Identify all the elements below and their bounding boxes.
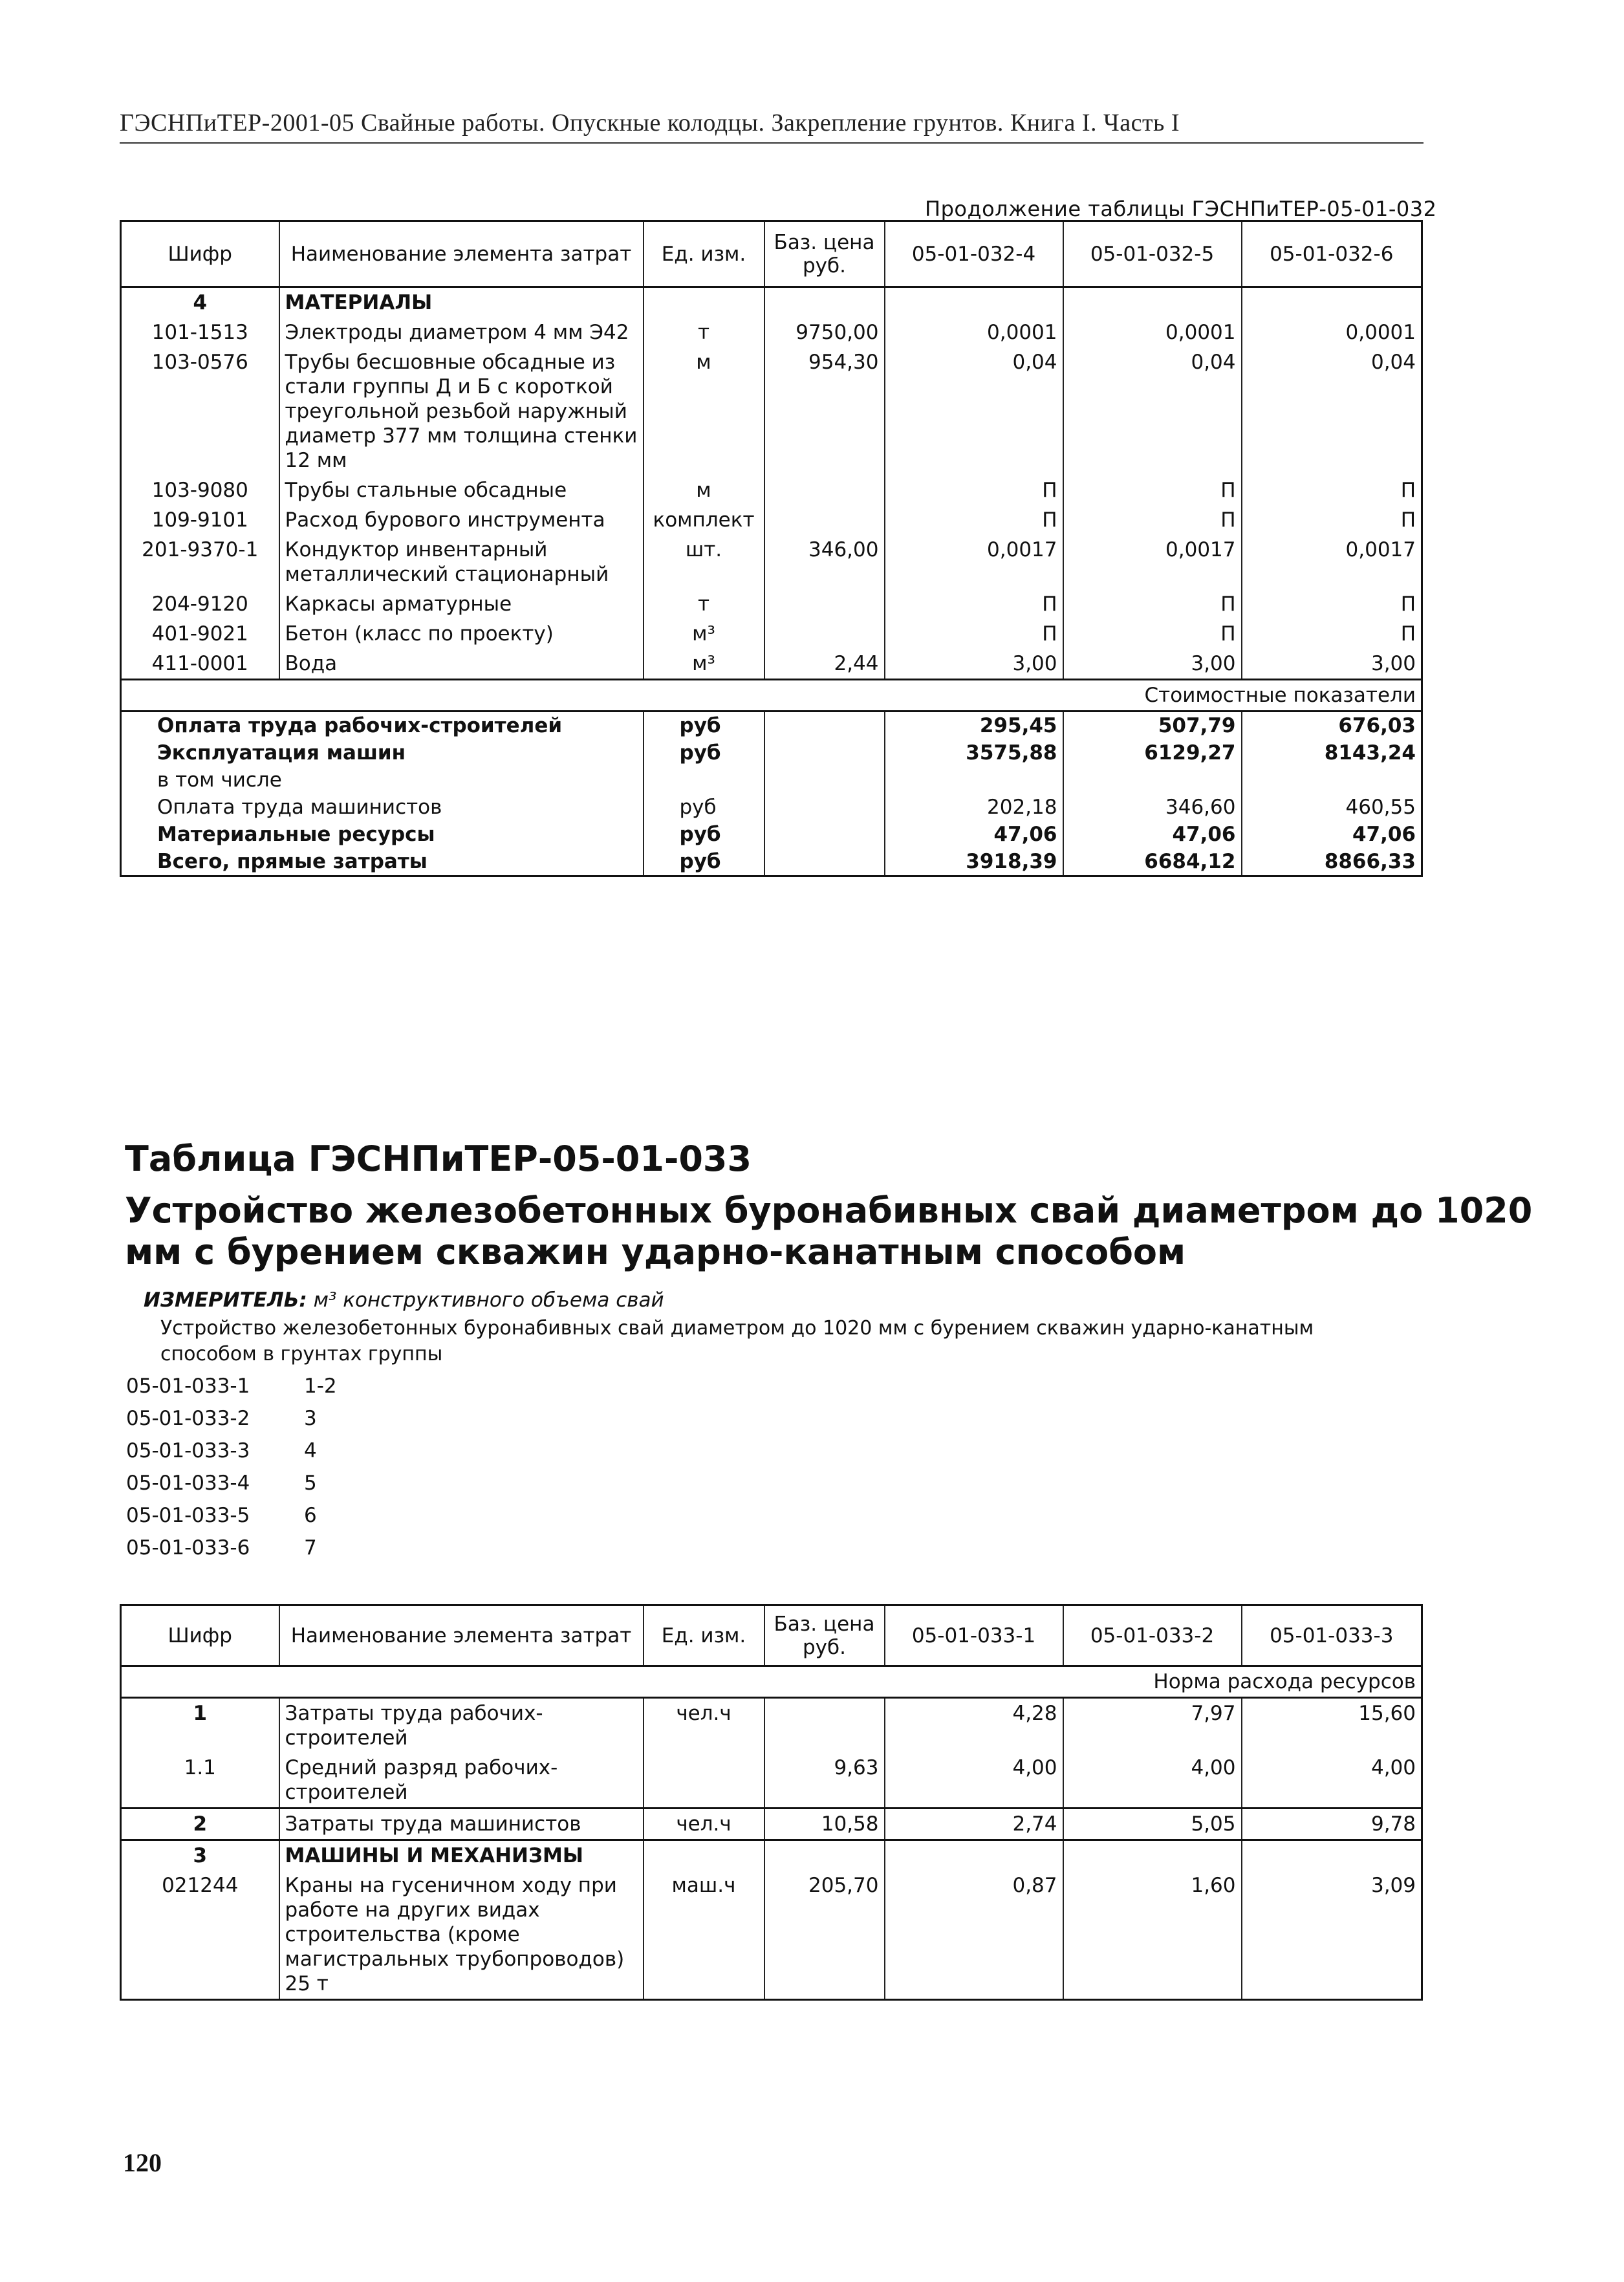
row-price: 954,30 <box>764 347 885 475</box>
row-value-2: П <box>1063 589 1242 619</box>
row-unit: т <box>644 318 764 347</box>
col-header-2: 05-01-032-5 <box>1063 221 1242 287</box>
row-value-3: П <box>1242 589 1422 619</box>
header-rule <box>120 142 1424 144</box>
cost-row <box>121 712 1422 740</box>
norm-label: Норма расхода ресурсов <box>121 1666 1422 1698</box>
row-price <box>764 505 885 535</box>
section-name: МАШИНЫ И МЕХАНИЗМЫ <box>279 1840 644 1871</box>
row-name: Бетон (класс по проекту) <box>279 619 644 649</box>
col-header-name: Наименование элемента затрат <box>279 221 644 287</box>
cost-value-2: 6129,27 <box>1063 739 1242 766</box>
measure-label: ИЗМЕРИТЕЛЬ: <box>144 1288 307 1312</box>
list-item <box>126 1467 337 1499</box>
row-code: 1.1 <box>121 1753 279 1809</box>
row-code: 204-9120 <box>151 592 248 616</box>
table-header-row <box>121 1605 1422 1666</box>
col-header-1: 05-01-032-4 <box>885 221 1063 287</box>
table-subtitle <box>125 1190 1532 1273</box>
soil-group: 3 <box>304 1407 317 1430</box>
col-header-code: Шифр <box>121 221 279 287</box>
row-value-3: П <box>1242 505 1422 535</box>
row-value-3: 0,0001 <box>1242 318 1422 347</box>
table-row <box>121 1871 1422 2000</box>
table-row <box>121 475 1422 505</box>
row-code: 101-1513 <box>151 321 248 344</box>
section-name: МАТЕРИАЛЫ <box>279 287 644 318</box>
row-name: Краны на гусеничном ходу при работе на других видах строительства (кроме магистральных трубопроводов) 25 т <box>279 1871 644 2000</box>
row-name: Каркасы арматурные <box>279 589 644 619</box>
col-header-3: 05-01-032-6 <box>1242 221 1422 287</box>
materials-table <box>120 220 1423 877</box>
continuation-caption: Продолжение таблицы ГЭСНПиТЕР-05-01-032 <box>925 197 1437 221</box>
table-row <box>121 318 1422 347</box>
row-value-3: 3,00 <box>1242 649 1422 680</box>
col-header-1: 05-01-033-1 <box>885 1605 1063 1666</box>
row-value-1: П <box>885 619 1063 649</box>
row-value-1: П <box>885 475 1063 505</box>
table-row <box>121 1809 1422 1840</box>
table-title: Таблица ГЭСНПиТЕР-05-01-033 <box>125 1138 752 1179</box>
row-value-1: 0,04 <box>885 347 1063 475</box>
cost-unit: руб <box>644 848 764 876</box>
cost-name: Оплата труда рабочих-строителей <box>157 714 563 737</box>
cost-value-1: 47,06 <box>885 821 1063 848</box>
cost-name: Всего, прямые затраты <box>157 850 428 873</box>
row-value-1: 0,0017 <box>885 535 1063 589</box>
row-name: Электроды диаметром 4 мм Э42 <box>279 318 644 347</box>
row-value-1: 0,87 <box>885 1871 1063 2000</box>
norm-label-row <box>121 1666 1422 1698</box>
row-price <box>764 475 885 505</box>
row-value-2: 0,0017 <box>1063 535 1242 589</box>
row-value-3: 0,04 <box>1242 347 1422 475</box>
row-code: 2 <box>121 1809 279 1840</box>
list-item <box>126 1435 337 1467</box>
row-name: Трубы бесшовные обсадные из стали группы Д и Б с короткой треугольной резьбой наружный диаметр 377 мм толщина стенки 12 мм <box>279 347 644 475</box>
row-unit: м³ <box>644 649 764 680</box>
row-code: 1 <box>193 1702 208 1725</box>
row-value-2: 0,04 <box>1063 347 1242 475</box>
subtitle-line-1: Устройство железобетонных буронабивных свай диаметром до 1020 <box>125 1190 1533 1231</box>
cost-label-row <box>121 680 1422 712</box>
row-code: 401-9021 <box>151 622 248 646</box>
cost-name: Эксплуатация машин <box>157 741 406 765</box>
cost-row <box>121 794 1422 821</box>
cost-name: в том числе <box>157 768 282 792</box>
list-item <box>126 1499 337 1532</box>
table-row <box>121 347 1422 475</box>
row-price <box>764 619 885 649</box>
measure-line <box>144 1288 664 1312</box>
table-row <box>121 619 1422 649</box>
row-code: 411-0001 <box>121 649 279 680</box>
row-value-1: 4,28 <box>885 1698 1063 1754</box>
cost-row <box>121 739 1422 766</box>
row-code: 103-9080 <box>151 479 248 502</box>
row-value-2: 3,00 <box>1063 649 1242 680</box>
table-row <box>121 1698 1422 1754</box>
table-row <box>121 535 1422 589</box>
table-row <box>121 589 1422 619</box>
row-code: 109-9101 <box>151 508 248 532</box>
description: Устройство железобетонных буронабивных свай диаметром до 1020 мм с бурением скважин ударно-канатным способом в грунтах группы <box>160 1317 1314 1365</box>
subtitle-line-2: мм с бурением скважин ударно-канатным способом <box>125 1232 1186 1272</box>
row-unit: маш.ч <box>644 1871 764 2000</box>
row-value-3: П <box>1242 619 1422 649</box>
section-code: 3 <box>193 1844 208 1867</box>
section-code: 4 <box>193 291 208 314</box>
row-price <box>764 1698 885 1754</box>
code-list <box>126 1370 337 1564</box>
row-unit: м³ <box>644 619 764 649</box>
row-value-1: 4,00 <box>885 1753 1063 1809</box>
row-price: 9750,00 <box>764 318 885 347</box>
soil-group: 4 <box>304 1439 317 1462</box>
row-value-3: П <box>1242 475 1422 505</box>
cost-value-3: 47,06 <box>1242 821 1422 848</box>
row-value-2: П <box>1063 505 1242 535</box>
row-value-1: 0,0001 <box>885 318 1063 347</box>
cost-value-3: 676,03 <box>1242 712 1422 740</box>
cost-value-2: 346,60 <box>1063 794 1242 821</box>
cost-label: Стоимостные показатели <box>121 680 1422 712</box>
cost-value-3: 460,55 <box>1242 794 1422 821</box>
row-name: Трубы стальные обсадные <box>279 475 644 505</box>
row-unit: чел.ч <box>644 1809 764 1840</box>
row-value-1: П <box>885 589 1063 619</box>
row-price: 346,00 <box>764 535 885 589</box>
row-value-2: 4,00 <box>1063 1753 1242 1809</box>
row-name: Затраты труда рабочих-строителей <box>279 1698 644 1754</box>
row-unit: шт. <box>644 535 764 589</box>
page-number: 120 <box>123 2148 162 2177</box>
row-value-2: 5,05 <box>1063 1809 1242 1840</box>
soil-group: 5 <box>304 1472 317 1495</box>
cost-value-3: 8143,24 <box>1242 739 1422 766</box>
soil-group: 1-2 <box>304 1375 337 1398</box>
list-item <box>126 1402 337 1435</box>
col-header-name: Наименование элемента затрат <box>279 1605 644 1666</box>
cost-value-1: 295,45 <box>885 712 1063 740</box>
row-value-3: 3,09 <box>1242 1871 1422 2000</box>
cost-unit: руб <box>644 712 764 740</box>
cost-row <box>121 821 1422 848</box>
row-name: Вода <box>279 649 644 680</box>
row-price: 205,70 <box>764 1871 885 2000</box>
running-header: ГЭСНПиТЕР-2001-05 Свайные работы. Опускные колодцы. Закрепление грунтов. Книга I. Часть I <box>120 109 1180 136</box>
row-value-1: 3,00 <box>885 649 1063 680</box>
row-price: 9,63 <box>764 1753 885 1809</box>
cost-unit: руб <box>644 794 764 821</box>
cost-row <box>121 848 1422 876</box>
row-unit: чел.ч <box>644 1698 764 1754</box>
section-row <box>121 1840 1422 1871</box>
cost-name: Материальные ресурсы <box>157 823 435 846</box>
cost-name: Оплата труда машинистов <box>157 796 442 819</box>
row-price: 10,58 <box>764 1809 885 1840</box>
row-name: Кондуктор инвентарный металлический стационарный <box>279 535 644 589</box>
cost-unit: руб <box>644 821 764 848</box>
list-item <box>126 1532 337 1564</box>
row-value-2: П <box>1063 475 1242 505</box>
row-price <box>764 589 885 619</box>
row-value-1: П <box>885 505 1063 535</box>
measure-text: м³ конструктивного объема свай <box>313 1288 664 1312</box>
row-unit <box>644 1753 764 1809</box>
cost-value-2: 6684,12 <box>1063 848 1242 876</box>
code: 05-01-033-2 <box>126 1407 250 1430</box>
col-header-3: 05-01-033-3 <box>1242 1605 1422 1666</box>
row-price: 2,44 <box>764 649 885 680</box>
row-code: 201-9370-1 <box>142 538 259 561</box>
list-item <box>126 1370 337 1402</box>
row-code: 103-0576 <box>151 351 248 374</box>
row-unit: комплект <box>644 505 764 535</box>
row-name: Расход бурового инструмента <box>279 505 644 535</box>
cost-value-1: 3918,39 <box>885 848 1063 876</box>
table-row <box>121 505 1422 535</box>
row-code: 021244 <box>162 1874 239 1897</box>
cost-value-2: 47,06 <box>1063 821 1242 848</box>
cost-unit: руб <box>644 739 764 766</box>
row-unit: т <box>644 589 764 619</box>
row-value-2: 1,60 <box>1063 1871 1242 2000</box>
row-value-3: 4,00 <box>1242 1753 1422 1809</box>
row-value-1: 2,74 <box>885 1809 1063 1840</box>
row-value-3: 9,78 <box>1242 1809 1422 1840</box>
row-value-2: 0,0001 <box>1063 318 1242 347</box>
code: 05-01-033-3 <box>126 1439 250 1462</box>
row-name: Средний разряд рабочих-строителей <box>279 1753 644 1809</box>
code: 05-01-033-5 <box>126 1504 250 1527</box>
table-header-row <box>121 221 1422 287</box>
row-value-2: П <box>1063 619 1242 649</box>
section-row <box>121 287 1422 318</box>
cost-value-1: 3575,88 <box>885 739 1063 766</box>
col-header-price: Баз. цена руб. <box>764 1605 885 1666</box>
resources-table <box>120 1604 1423 2001</box>
col-header-2: 05-01-033-2 <box>1063 1605 1242 1666</box>
col-header-unit: Ед. изм. <box>644 1605 764 1666</box>
row-unit: м <box>644 475 764 505</box>
code: 05-01-033-4 <box>126 1472 250 1495</box>
table-row <box>121 1753 1422 1809</box>
cost-value-1: 202,18 <box>885 794 1063 821</box>
col-header-code: Шифр <box>121 1605 279 1666</box>
row-unit: м <box>644 347 764 475</box>
cost-value-3: 8866,33 <box>1242 848 1422 876</box>
row-value-2: 7,97 <box>1063 1698 1242 1754</box>
soil-group: 7 <box>304 1536 317 1559</box>
table-row <box>121 649 1422 680</box>
cost-row <box>121 766 1422 794</box>
col-header-unit: Ед. изм. <box>644 221 764 287</box>
row-value-3: 0,0017 <box>1242 535 1422 589</box>
code: 05-01-033-6 <box>126 1536 250 1559</box>
col-header-price: Баз. цена руб. <box>764 221 885 287</box>
code: 05-01-033-1 <box>126 1375 250 1398</box>
row-name: Затраты труда машинистов <box>279 1809 644 1840</box>
cost-value-2: 507,79 <box>1063 712 1242 740</box>
row-value-3: 15,60 <box>1242 1698 1422 1754</box>
soil-group: 6 <box>304 1504 317 1527</box>
